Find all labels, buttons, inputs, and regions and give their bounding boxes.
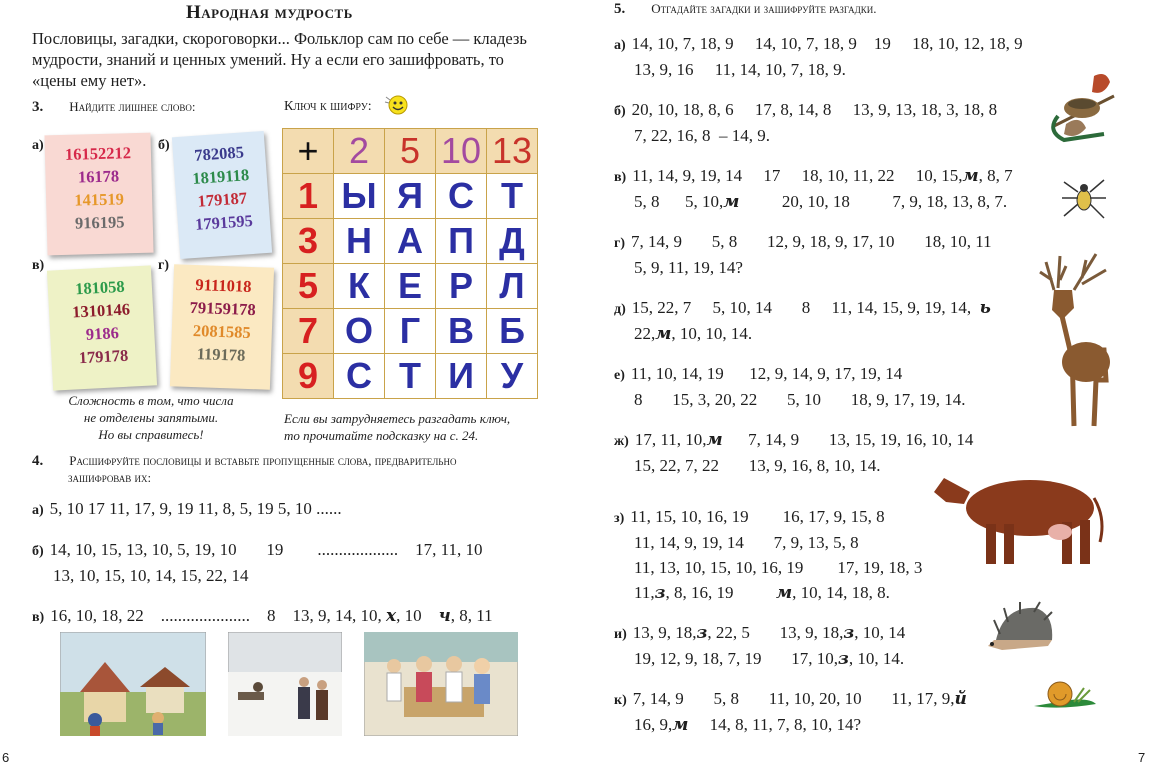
cipher-letter: И [436,354,487,399]
cipher-text: , 8, 7 [978,166,1013,185]
cipher-letter: Я [385,174,436,219]
bird-nest-illustration [1044,56,1118,146]
exercise-4-header [32,452,456,486]
item-label: в) [614,170,627,185]
exercise-number: 3. [32,99,44,115]
card-number: 179187 [196,188,248,211]
cipher-letter: Е [385,264,436,309]
card-label: б) [158,138,170,153]
number-card-g [170,264,274,389]
cipher-text: 15, 22, 7 5, 10, 14 8 11, 14, 15, 9, 19, 14, [631,298,972,317]
card-number: 782085 [193,142,245,165]
riddle-k [614,686,967,714]
script-letter: м [723,192,740,212]
script-letter: з [843,623,855,643]
script-letter: м [775,583,793,603]
cipher-letter: Л [487,264,538,309]
column-header: 13 [487,129,538,174]
exercise-heading: Отгадайте загадки и зашифруйте разгадки. [651,1,877,16]
riddle-zh [614,427,973,455]
script-letter: м [655,324,672,344]
item-label: в) [32,610,45,625]
item-label: и) [614,627,627,642]
cipher-letter: А [385,219,436,264]
item-label: г) [614,236,626,251]
cipher-text: 11, 10, 14, 19 12, 9, 14, 9, 17, 19, 14 [630,364,903,383]
script-letter: й [954,689,967,709]
item-label: д) [614,302,626,317]
script-letter: х [385,606,397,626]
cipher-text: , 10, 14 [854,623,906,642]
card-number: 9186 [85,323,120,344]
card-number: 141519 [74,189,125,210]
riddle-v-cont [634,189,1007,215]
proverb-b-cont: 13, 10, 15, 10, 14, 15, 22, 14 [53,566,249,585]
cipher-letter: С [436,174,487,219]
cipher-letter: К [334,264,385,309]
cipher-letter: Р [436,264,487,309]
note-line: Но вы справитесь! [98,427,204,442]
cipher-text: 16, 9, [634,715,673,734]
cipher-text: 5, 10 17 11, 17, 9, 19 11, 8, 5, 19 5, 10 ...... [49,499,342,518]
riddle-d-cont [634,321,752,347]
riddle-b-cont: 7, 22, 16, 8 – 14, 9. [634,126,770,145]
proverb-b [32,537,483,565]
cipher-letter: О [334,309,385,354]
item-label: а) [614,38,626,53]
cipher-key-table [282,128,538,399]
card-number: 119178 [196,344,246,365]
riddle-zh-cont: 15, 22, 7, 22 13, 9, 16, 8, 10, 14. [634,456,881,475]
item-label: к) [614,693,627,708]
cipher-text: 20, 10, 18 7, 9, 18, 13, 8, 7. [739,192,1008,211]
item-label: а) [32,503,44,518]
hint-line: то прочитайте подсказку на с. 24. [284,428,479,443]
card-number: 1819118 [191,165,250,189]
cipher-text: , 8, 11 [450,606,493,625]
riddle-z-cont: 11, 13, 10, 15, 10, 16, 19 17, 19, 18, 3 [634,558,923,577]
cipher-text: 16, 10, 18, 22 ..................... 8 13, 9, 14, 10, [50,606,382,625]
cipher-text: 14, 8, 11, 7, 8, 10, 14? [688,715,862,734]
exercise-5-header [614,0,876,18]
page-number: 6 [2,750,10,765]
item-label: е) [614,368,625,383]
intro-paragraph: Пословицы, загадки, скороговорки... Фольклор сам по себе — кладезь мудрости, знаний и ценных умений. Ну а если его зашифровать, то «цены ему нет». [32,29,527,90]
cipher-letter: С [334,354,385,399]
column-header: 5 [385,129,436,174]
exercise-heading-cont: зашифровав их: [68,470,152,485]
riddle-z-cont [634,580,890,606]
cipher-letter: П [436,219,487,264]
row-header: 5 [283,264,334,309]
village-illustration [60,632,206,736]
column-header: 2 [334,129,385,174]
script-letter: з [696,623,708,643]
cards-note [40,392,262,443]
key-hint [284,410,510,444]
page-title: Народная мудрость [186,2,353,23]
riddle-e-cont: 8 15, 3, 20, 22 5, 10 18, 9, 17, 19, 14. [634,390,966,409]
item-label: б) [32,544,44,559]
cipher-text: 14, 10, 15, 13, 10, 5, 19, 10 19 ................... 17, 11, 10 [49,540,483,559]
cipher-letter: У [487,354,538,399]
cipher-letter: Б [487,309,538,354]
proverb-v [32,603,493,631]
card-number: 16178 [77,166,120,187]
column-header: 10 [436,129,487,174]
row-header: 7 [283,309,334,354]
page-number: 7 [1138,750,1146,765]
card-label: а) [32,138,44,153]
riddle-i-cont [634,646,904,672]
cipher-letter: Г [385,309,436,354]
item-label: з) [614,511,625,526]
script-letter: м [962,166,979,186]
cipher-text: , 10 [396,606,422,625]
riddle-z [614,504,885,532]
riddle-i [614,620,905,648]
exercise-number: 5. [614,1,626,17]
riddle-b [614,97,997,125]
cipher-text: 13, 9, 18, [632,623,697,642]
card-number: 1791595 [194,210,254,234]
hedgehog-illustration [986,600,1056,660]
card-number: 79159178 [189,297,256,320]
cipher-letter: В [436,309,487,354]
riddle-k-cont [634,712,861,738]
item-label: ж) [614,434,629,449]
cipher-letter: Т [487,174,538,219]
card-label: г) [158,258,170,273]
deer-illustration [1026,250,1112,430]
card-label: в) [32,258,45,273]
proverb-a [32,496,342,524]
cipher-text: , 10, 14, 18, 8. [792,583,890,602]
card-number: 2081585 [192,320,252,342]
cipher-text: 7, 14, 9 5, 8 12, 9, 18, 9, 17, 10 18, 10, 11 [631,232,992,251]
script-letter: ь [979,298,991,318]
riddle-g [614,229,992,257]
cipher-text: 22, [634,324,656,343]
cipher-text: 20, 10, 18, 8, 6 17, 8, 14, 8 13, 9, 13, 18, 3, 18, 8 [631,100,998,119]
script-letter: з [838,649,849,669]
cipher-text: 7, 14, 9 5, 8 11, 10, 20, 10 11, 17, 9, [632,689,955,708]
exercise-3-header [32,98,195,116]
children-illustration [364,632,518,736]
exercise-heading: Расшифруйте пословицы и вставьте пропущенные слова, предварительно [69,453,457,468]
winter-illustration [228,632,342,736]
riddle-v [614,163,1013,191]
row-header: 1 [283,174,334,219]
cipher-text: 7, 14, 9 13, 15, 19, 16, 10, 14 [722,430,974,449]
riddle-e [614,361,902,389]
cipher-letter: Т [385,354,436,399]
script-letter: з [654,583,666,603]
script-letter: м [672,715,689,735]
cipher-text: 19, 12, 9, 18, 7, 19 17, 10, [634,649,838,668]
cipher-text: , 22, 5 13, 9, 18, [707,623,844,642]
cipher-text: 14, 10, 7, 18, 9 14, 10, 7, 18, 9 19 18, 10, 12, 18, 9 [631,34,1023,53]
spider-illustration [1060,168,1108,226]
cipher-text: 11, 15, 10, 16, 19 16, 17, 9, 15, 8 [630,507,885,526]
cipher-text: 11, 14, 9, 19, 14 17 18, 10, 11, 22 10, 15, [632,166,963,185]
corner-plus: + [283,129,334,174]
snail-illustration [1030,676,1100,712]
exercise-number: 4. [32,453,44,469]
number-card-v [47,265,157,390]
script-letter: м [706,430,723,450]
card-number: 179178 [78,345,129,368]
cipher-text: , 8, 16, 19 [665,583,776,602]
cipher-letter: Н [334,219,385,264]
riddle-a-cont: 13, 9, 16 11, 14, 10, 7, 18, 9. [634,60,846,79]
cow-illustration [930,458,1106,568]
exercise-heading: Найдите лишнее слово: [69,99,196,114]
cipher-text: 17, 11, 10, [634,430,707,449]
smiley-icon [383,93,411,115]
card-number: 9111018 [195,275,252,296]
row-header: 9 [283,354,334,399]
script-letter: ч [438,606,451,626]
note-line: Сложность в том, что числа [68,393,234,408]
riddle-g-cont: 5, 9, 11, 19, 14? [634,258,743,277]
cipher-text: 5, 8 5, 10, [634,192,724,211]
card-number: 181058 [74,276,126,299]
cipher-text: , 10, 10, 14. [671,324,753,343]
riddle-d [614,295,991,323]
cipher-letter: Ы [334,174,385,219]
card-number: 916195 [74,212,125,233]
cipher-text: 11, [634,583,655,602]
card-number: 1310146 [71,299,131,322]
key-label: Ключ к шифру: [284,99,372,114]
row-header: 3 [283,219,334,264]
note-line: не отделены запятыми. [83,410,219,425]
riddle-a [614,31,1023,59]
card-number: 16152212 [64,143,132,164]
cipher-letter: Д [487,219,538,264]
item-label: б) [614,104,626,119]
cipher-text: , 10, 14. [848,649,905,668]
riddle-z-cont: 11, 14, 9, 19, 14 7, 9, 13, 5, 8 [634,533,859,552]
number-card-a [44,133,153,256]
number-card-b [172,131,272,259]
hint-line: Если вы затрудняетесь разгадать ключ, [284,411,511,426]
